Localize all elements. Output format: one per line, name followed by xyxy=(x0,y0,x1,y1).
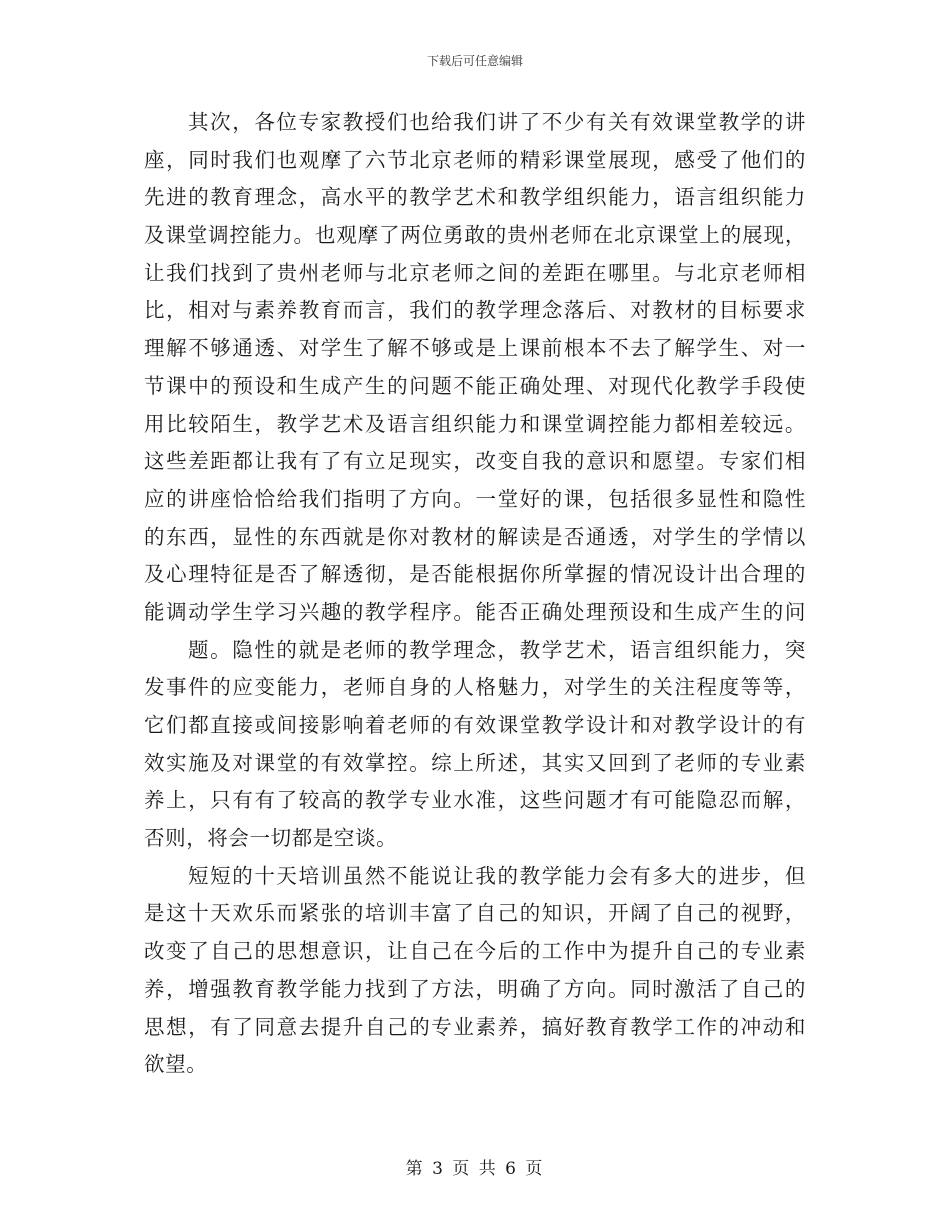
text-line: 节课中的预设和生成产生的问题不能正确处理、对现代化教学手段使 xyxy=(144,373,806,398)
text-line: 欲望。 xyxy=(144,1052,208,1077)
document-body xyxy=(144,104,806,1084)
paragraph-3 xyxy=(144,858,806,1084)
paragraph-2 xyxy=(144,632,806,858)
text-line: 让我们找到了贵州老师与北京老师之间的差距在哪里。与北京老师相 xyxy=(144,260,806,285)
page-header: 下载后可任意编辑 xyxy=(426,54,523,68)
text-line: 及课堂调控能力。也观摩了两位勇敢的贵州老师在北京课堂上的展现， xyxy=(144,223,806,248)
text-line: 的东西，显性的东西就是你对教材的解读是否通透，对学生的学情以 xyxy=(144,524,806,549)
text-line: 养，增强教育教学能力找到了方法，明确了方向。同时激活了自己的 xyxy=(144,976,806,1001)
text-line: 座，同时我们也观摩了六节北京老师的精彩课堂展现，感受了他们的 xyxy=(144,147,806,172)
text-line: 发事件的应变能力，老师自身的人格魅力，对学生的关注程度等等， xyxy=(144,675,806,700)
text-line: 应的讲座恰恰给我们指明了方向。一堂好的课，包括很多显性和隐性 xyxy=(144,486,806,511)
text-line: 效实施及对课堂的有效掌控。综上所述，其实又回到了老师的专业素 xyxy=(144,750,806,775)
text-line: 能调动学生学习兴趣的教学程序。能否正确处理预设和生成产生的问 xyxy=(144,599,806,624)
text-line: 理解不够通透、对学生了解不够或是上课前根本不去了解学生、对一 xyxy=(144,336,806,361)
text-line: 比，相对与素养教育而言，我们的教学理念落后、对教材的目标要求 xyxy=(144,298,806,323)
text-line: 先进的教育理念，高水平的教学艺术和教学组织能力，语言组织能力 xyxy=(144,185,806,210)
text-line: 其次，各位专家教授们也给我们讲了不少有关有效课堂教学的讲 xyxy=(188,110,806,134)
text-line: 题。隐性的就是老师的教学理念，教学艺术，语言组织能力，突 xyxy=(188,637,806,662)
text-line: 用比较陌生，教学艺术及语言组织能力和课堂调控能力都相差较远。 xyxy=(144,411,806,436)
text-line: 改变了自己的思想意识，让自己在今后的工作中为提升自己的专业素 xyxy=(144,939,806,964)
text-line: 否则，将会一切都是空谈。 xyxy=(144,826,398,851)
text-line: 是这十天欢乐而紧张的培训丰富了自己的知识，开阔了自己的视野， xyxy=(144,901,806,926)
text-line: 这些差距都让我有了有立足现实，改变自我的意识和愿望。专家们相 xyxy=(144,449,806,474)
paragraph-1 xyxy=(144,104,806,632)
text-line: 及心理特征是否了解透彻，是否能根据你所掌握的情况设计出合理的 xyxy=(144,562,806,587)
text-line: 它们都直接或间接影响着老师的有效课堂教学设计和对教学设计的有 xyxy=(144,713,806,737)
text-line: 短短的十天培训虽然不能说让我的教学能力会有多大的进步，但 xyxy=(188,863,806,888)
text-line: 养上，只有有了较高的教学专业水准，这些问题才有可能隐忍而解， xyxy=(144,788,806,813)
page-footer: 第 3 页 共 6 页 xyxy=(405,1159,545,1179)
text-line: 思想，有了同意去提升自己的专业素养，搞好教育教学工作的冲动和 xyxy=(144,1014,806,1039)
